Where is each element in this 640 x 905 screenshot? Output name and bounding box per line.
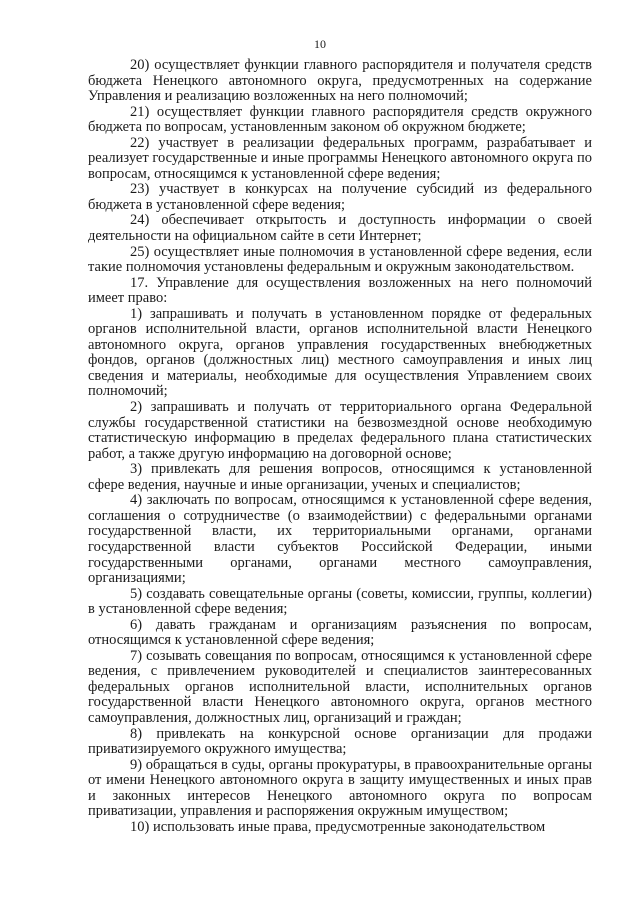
right-item-3: 3) привлекать для решения вопросов, относящимся к установленной сфере ведения, научные и иные организации, ученых и специалистов; — [88, 461, 592, 493]
right-item-9: 9) обращаться в суды, органы прокуратуры, в правоохранительные органы от имени Ненецкого автономного округа в защиту имущественных и иных прав и законных интересов Ненецкого автономного округа по вопросам приватизации, управления и распоряжения окружным имуществом; — [88, 756, 592, 820]
right-item-10: 10) использовать иные права, предусмотренные законодательством — [130, 818, 546, 835]
paragraph-item-22: 22) участвует в реализации федеральных программ, разрабатывает и реализует государственные и иные программы Ненецкого автономного округа по вопросам, относящимся к установленной сфере ведения; — [88, 134, 592, 182]
paragraph-item-25: 25) осуществляет иные полномочия в установленной сфере ведения, если такие полномочия установлены федеральным и окружным законодательством. — [88, 243, 592, 276]
paragraph-item-23: 23) участвует в конкурсах на получение субсидий из федерального бюджета в установленной сфере ведения; — [88, 181, 592, 213]
document-body — [88, 58, 592, 835]
page-number: 10 — [314, 37, 326, 51]
right-item-2: 2) запрашивать и получать от территориального органа Федеральной службы государственной статистики на безвозмездной основе необходимую статистическую информацию в пределах федерального плана статистических работ, а также другую информацию на договорной основе; — [88, 399, 592, 462]
paragraph-item-20: 20) осуществляет функции главного распорядителя и получателя средств бюджета Ненецкого автономного округа, предусмотренных на содержание Управления и реализацию возложенных на него полномочий; — [88, 57, 592, 105]
right-item-1: 1) запрашивать и получать в установленном порядке от федеральных органов исполнительной власти, органов исполнительной власти Ненецкого автономного округа, органов управления государственных внебюджетных фондов, органов (должностных лиц) местного самоуправления и иных лиц сведения и материалы, необходимые для осуществления Управлением своих полномочий; — [88, 305, 592, 400]
right-item-8: 8) привлекать на конкурсной основе организации для продажи приватизируемого окружного имущества; — [88, 725, 592, 758]
right-item-4: 4) заключать по вопросам, относящимся к установленной сфере ведения, соглашения о сотрудничестве (о взаимодействии) с федеральными органами государственной власти, их территориальными органами, органами государственной власти субъектов Российской Федерации, иными государственными органами, органами местного самоуправления, организациями; — [88, 492, 592, 587]
right-item-7: 7) созывать совещания по вопросам, относящимся к установленной сфере ведения, с привлечением руководителей и специалистов заинтересованных федеральных органов исполнительной власти, исполнительных органов государственной власти Ненецкого автономного округа, органов местного самоуправления, должностных лиц, организаций и граждан; — [88, 647, 592, 726]
section-17-heading: 17. Управление для осуществления возложенных на него полномочий имеет право: — [88, 274, 592, 307]
paragraph-item-21: 21) осуществляет функции главного распорядителя средств окружного бюджета по вопросам, установленным законом об окружном бюджете; — [88, 103, 592, 136]
right-item-5: 5) создавать совещательные органы (советы, комиссии, группы, коллегии) в установленной сфере ведения; — [88, 585, 592, 618]
right-item-6: 6) давать гражданам и организациям разъяснения по вопросам, относящимся к установленной сфере ведения; — [88, 616, 592, 649]
paragraph-item-24: 24) обеспечивает открытость и доступность информации о своей деятельности на официальном сайте в сети Интернет; — [88, 212, 592, 245]
